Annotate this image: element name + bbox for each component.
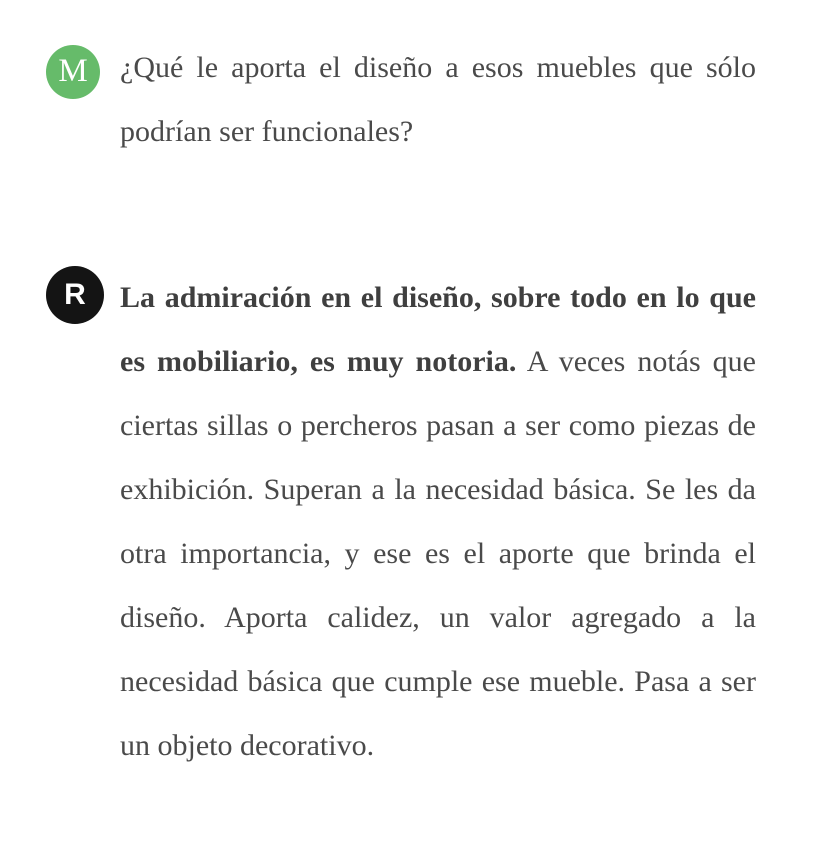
answer-line-5-regular: otra importancia, y ese es el aporte que brinda el xyxy=(120,537,756,570)
answer-line-4-regular: exhibición. Superan a la necesidad básica. Se les da xyxy=(120,473,756,506)
question-line-2-text: podrían ser funcionales? xyxy=(120,115,414,148)
answer-line-7 xyxy=(120,650,756,714)
answer-line-2-regular: A veces notás que xyxy=(516,345,756,378)
interviewer-avatar-initial: M xyxy=(58,52,88,89)
answer-line-1 xyxy=(120,266,756,330)
answer-line-8 xyxy=(120,714,756,778)
question-line-1 xyxy=(120,36,756,100)
respondent-avatar xyxy=(46,266,104,324)
question-text xyxy=(120,36,756,164)
answer-line-2 xyxy=(120,330,756,394)
answer-line-8-regular: un objeto decorativo. xyxy=(120,729,375,762)
answer-line-4 xyxy=(120,458,756,522)
answer-text xyxy=(120,266,756,778)
answer-line-6-regular: diseño. Aporta calidez, un valor agregado a la xyxy=(120,601,756,634)
question-line-1-text: ¿Qué le aporta el diseño a esos muebles que sólo xyxy=(120,51,756,84)
question-line-2 xyxy=(120,100,756,164)
answer-line-5 xyxy=(120,522,756,586)
answer-line-6 xyxy=(120,586,756,650)
respondent-avatar-initial: R xyxy=(64,278,86,311)
answer-line-7-regular: necesidad básica que cumple ese mueble. Pasa a ser xyxy=(120,665,756,698)
interviewer-avatar xyxy=(46,45,100,99)
answer-line-3-regular: ciertas sillas o percheros pasan a ser como piezas de xyxy=(120,409,756,442)
answer-line-2-bold: es mobiliario, es muy notoria. xyxy=(120,345,517,378)
answer-line-1-bold: La admiración en el diseño, sobre todo en lo que xyxy=(120,281,756,314)
answer-line-3 xyxy=(120,394,756,458)
